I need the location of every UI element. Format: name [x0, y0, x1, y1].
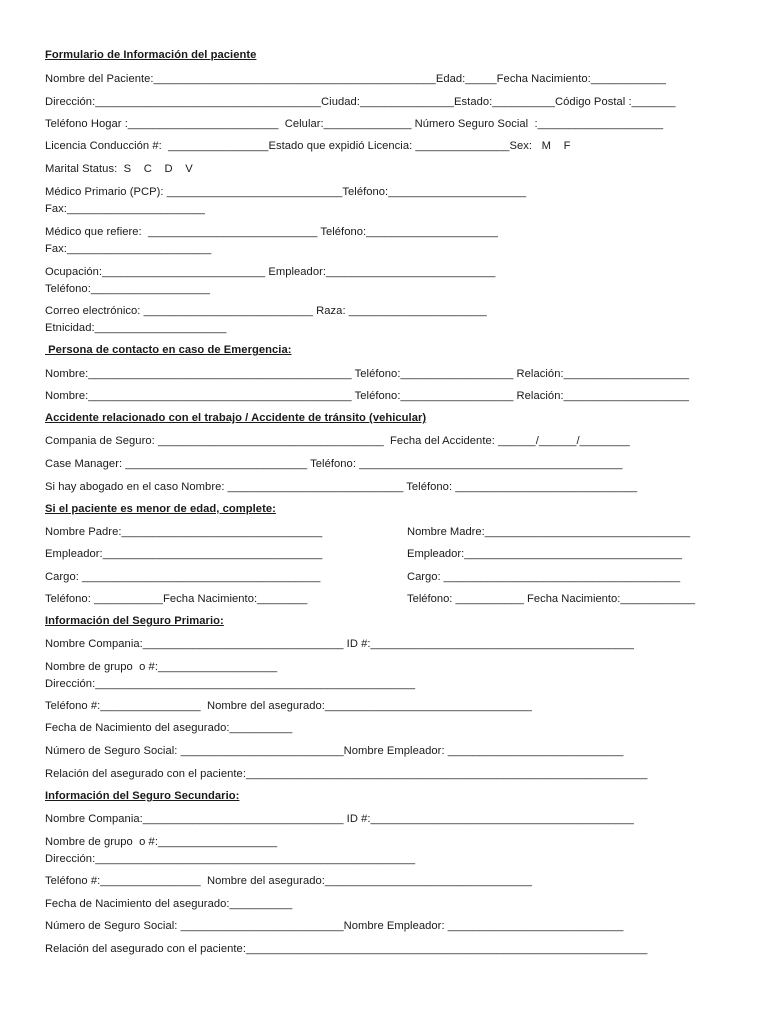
emergency-section-title: Persona de contacto en caso de Emergencia:: [45, 344, 292, 356]
primary-relation-line[interactable]: Relación del asegurado con el paciente:________________________________________________________________: [45, 768, 648, 780]
mother-position-line[interactable]: Cargo: ______________________________________: [407, 571, 681, 583]
patient-name-line[interactable]: Nombre del Paciente:_____________________________________________Edad:_____Fecha Nacimiento:____________: [45, 73, 667, 85]
ethnicity-line[interactable]: Etnicidad:_____________________: [45, 322, 227, 334]
email-line[interactable]: Correo electrónico: ___________________________ Raza: ______________________: [45, 305, 487, 317]
secondary-dob-line[interactable]: Fecha de Nacimiento del asegurado:__________: [45, 898, 293, 910]
secondary-company-line[interactable]: Nombre Compania:________________________________ ID #:__________________________________________: [45, 813, 634, 825]
primary-phone-line[interactable]: Teléfono #:________________ Nombre del asegurado:_________________________________: [45, 700, 532, 712]
pcp-line[interactable]: Médico Primario (PCP): ____________________________Teléfono:______________________: [45, 186, 527, 198]
lawyer-line[interactable]: Si hay abogado en el caso Nombre: ____________________________ Teléfono: _____________________________: [45, 481, 638, 493]
minor-section-title: Si el paciente es menor de edad, complete:: [45, 503, 276, 515]
pcp-fax-line[interactable]: Fax:______________________: [45, 203, 205, 215]
referring-fax-line[interactable]: Fax:_______________________: [45, 243, 212, 255]
occupation-line[interactable]: Ocupación:__________________________ Empleador:___________________________: [45, 266, 496, 278]
father-phone-line[interactable]: Teléfono: ___________Fecha Nacimiento:________: [45, 593, 308, 605]
secondary-insurance-title: Información del Seguro Secundario:: [45, 790, 240, 802]
mother-name-line[interactable]: Nombre Madre:_________________________________: [407, 526, 691, 538]
emergency-contact-1[interactable]: Nombre:__________________________________________ Teléfono:__________________ Relación:____________________: [45, 368, 690, 380]
primary-dob-line[interactable]: Fecha de Nacimiento del asegurado:__________: [45, 722, 293, 734]
secondary-ssn-line[interactable]: Número de Seguro Social: __________________________Nombre Empleador: ____________________________: [45, 920, 624, 932]
primary-company-line[interactable]: Nombre Compania:________________________________ ID #:__________________________________________: [45, 638, 634, 650]
secondary-address-line[interactable]: Dirección:___________________________________________________: [45, 853, 416, 865]
secondary-relation-line[interactable]: Relación del asegurado con el paciente:________________________________________________________________: [45, 943, 648, 955]
father-position-line[interactable]: Cargo: ______________________________________: [45, 571, 321, 583]
mother-phone-line[interactable]: Teléfono: ___________ Fecha Nacimiento:____________: [407, 593, 695, 605]
father-name-line[interactable]: Nombre Padre:________________________________: [45, 526, 323, 538]
insurance-company-line[interactable]: Compania de Seguro: ____________________________________ Fecha del Accidente: ______/______/________: [45, 435, 630, 447]
case-manager-line[interactable]: Case Manager: _____________________________ Teléfono: __________________________________________: [45, 458, 623, 470]
phone-line[interactable]: Teléfono Hogar :________________________ Celular:______________ Número Seguro Social :____________________: [45, 118, 664, 130]
occupation-phone-line[interactable]: Teléfono:___________________: [45, 283, 211, 295]
father-employer-line[interactable]: Empleador:___________________________________: [45, 548, 323, 560]
primary-insurance-title: Información del Seguro Primario:: [45, 615, 224, 627]
primary-ssn-line[interactable]: Número de Seguro Social: __________________________Nombre Empleador: ____________________________: [45, 745, 624, 757]
emergency-contact-2[interactable]: Nombre:__________________________________________ Teléfono:__________________ Relación:____________________: [45, 390, 690, 402]
secondary-group-line[interactable]: Nombre de grupo o #:___________________: [45, 836, 278, 848]
primary-group-line[interactable]: Nombre de grupo o #:___________________: [45, 661, 278, 673]
referring-doctor-line[interactable]: Médico que refiere: ___________________________ Teléfono:_____________________: [45, 226, 498, 238]
mother-employer-line[interactable]: Empleador:___________________________________: [407, 548, 682, 560]
license-line[interactable]: Licencia Conducción #: ________________Estado que expidió Licencia: _______________Sex: M F: [45, 140, 571, 152]
marital-status-line[interactable]: Marital Status: S C D V: [45, 163, 193, 175]
accident-section-title: Accidente relacionado con el trabajo / Accidente de tránsito (vehicular): [45, 412, 427, 424]
form-title: Formulario de Información del paciente: [45, 49, 257, 61]
secondary-phone-line[interactable]: Teléfono #:________________ Nombre del asegurado:_________________________________: [45, 875, 532, 887]
address-line[interactable]: Dirección:____________________________________Ciudad:_______________Estado:__________Código Postal :_______: [45, 96, 676, 108]
primary-address-line[interactable]: Dirección:___________________________________________________: [45, 678, 416, 690]
